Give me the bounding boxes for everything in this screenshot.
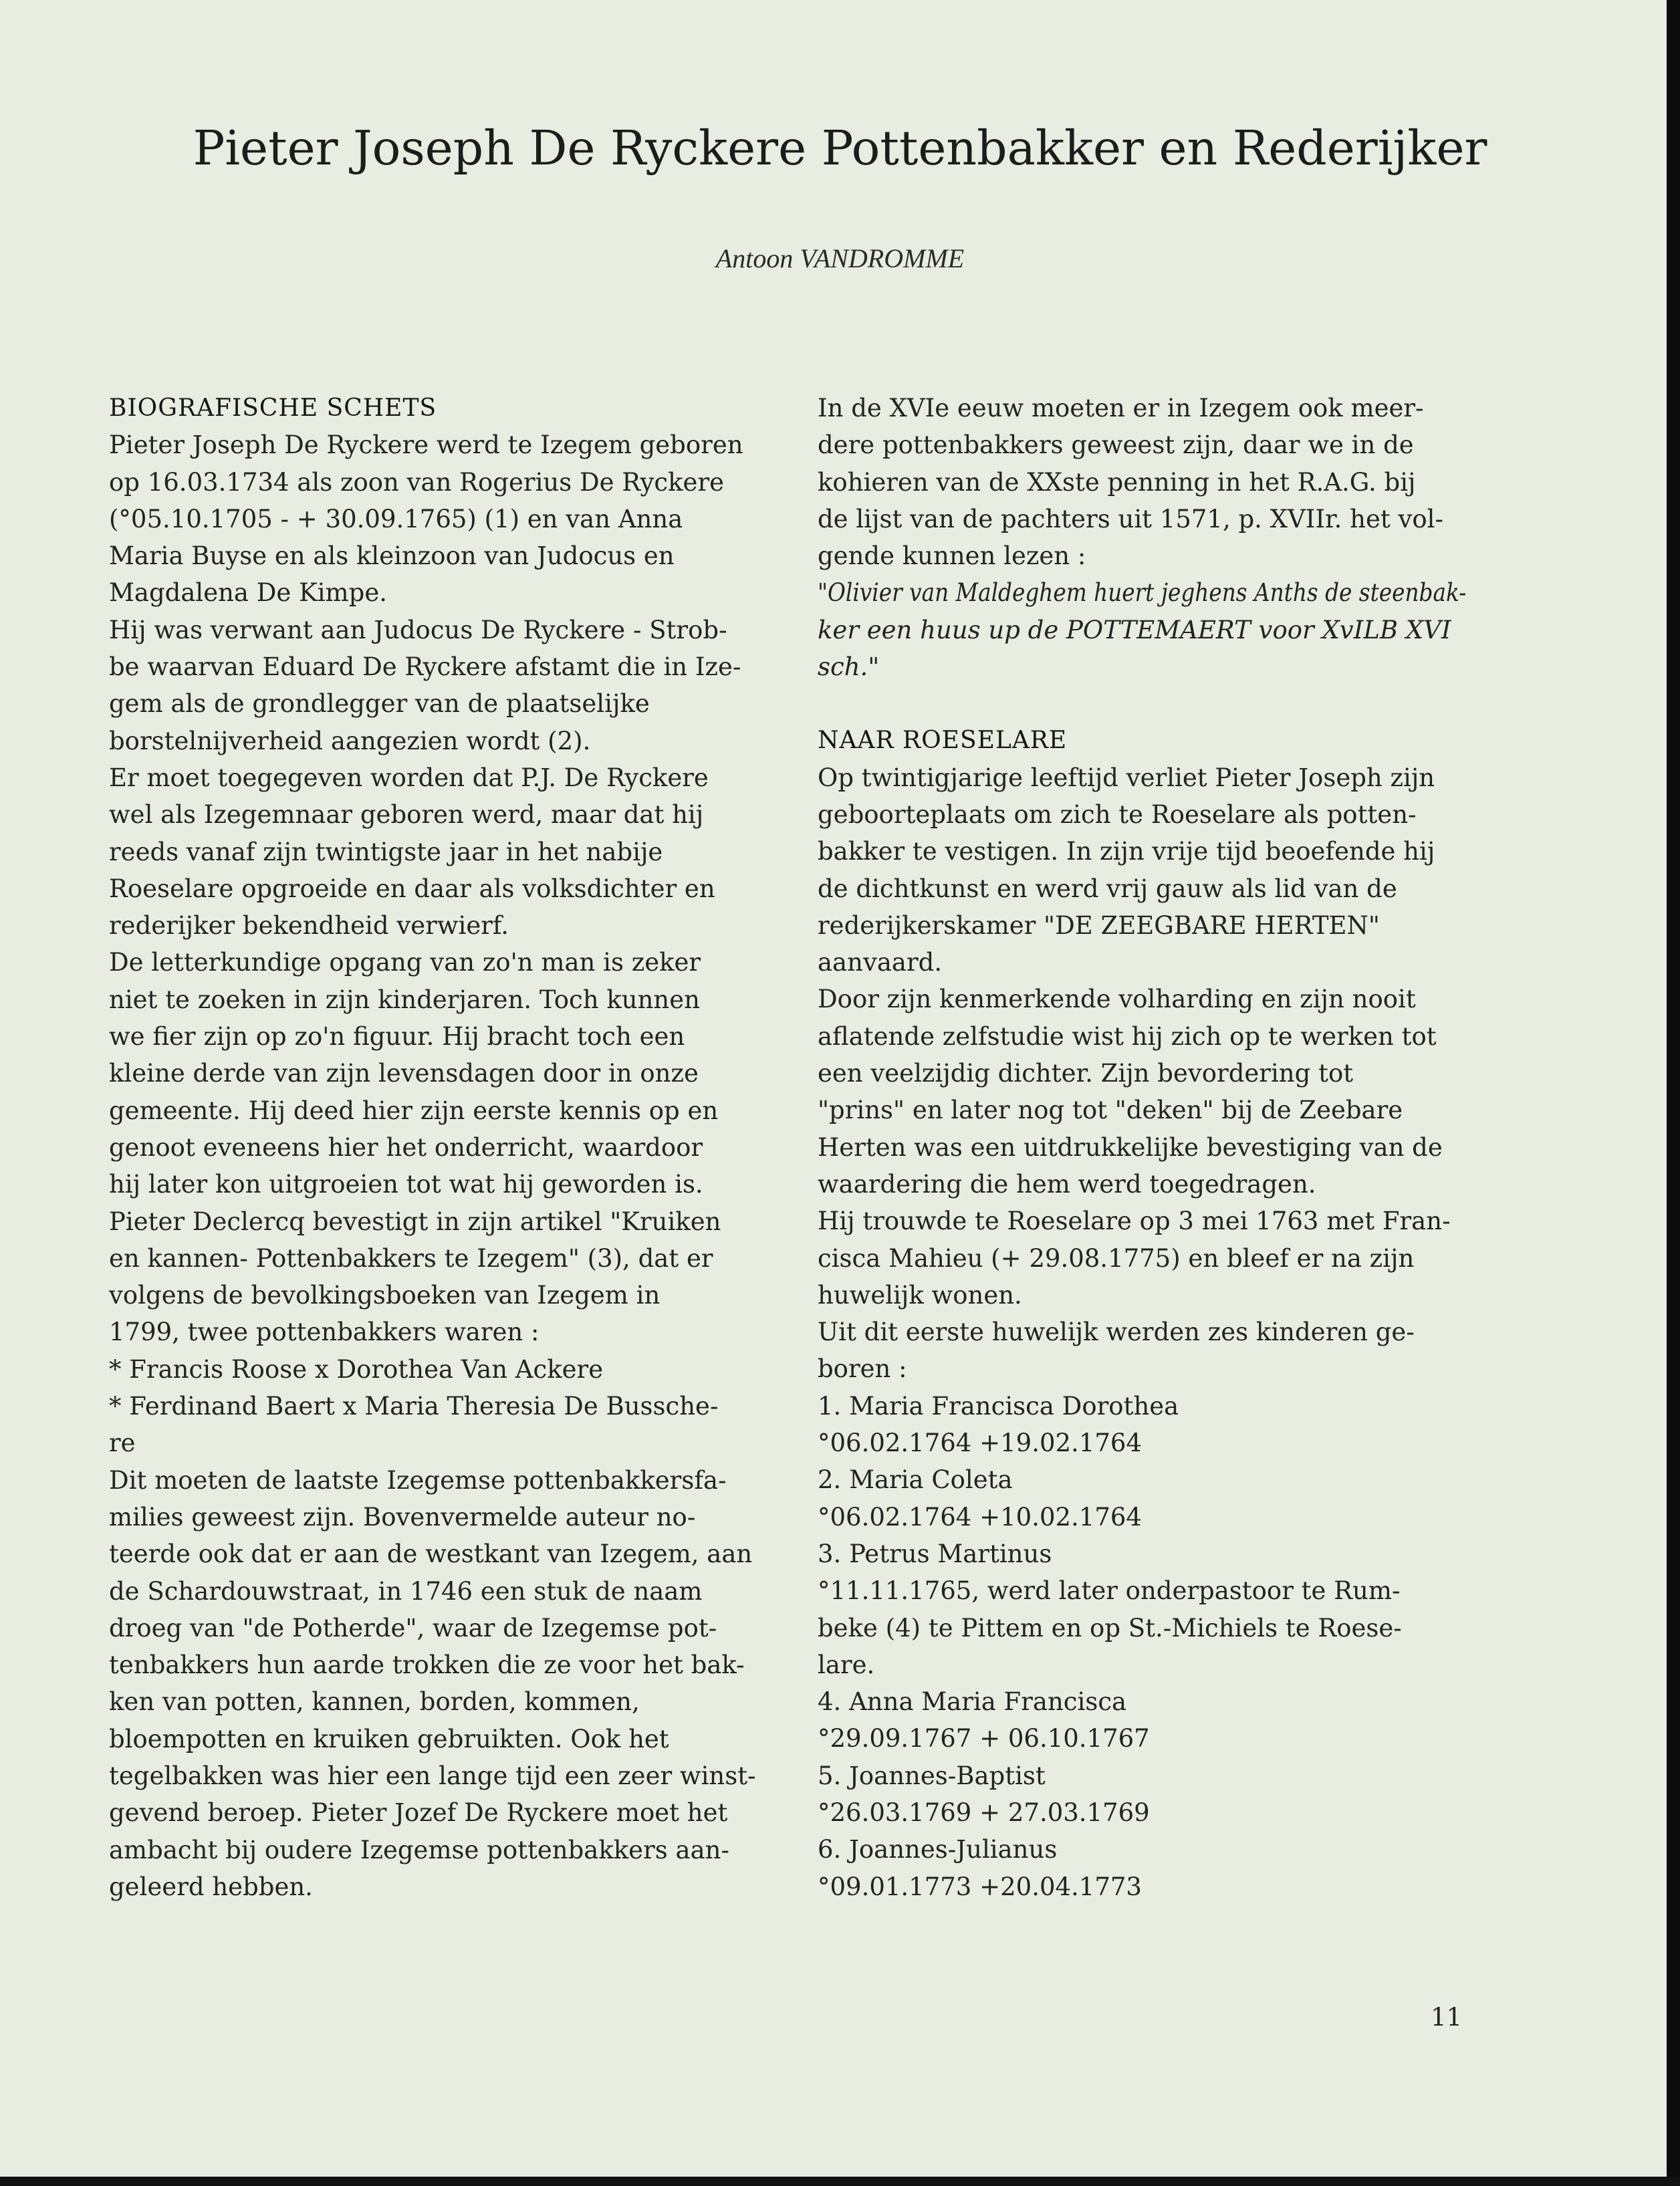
text-line: rederijker bekendheid verwierf.	[109, 911, 509, 941]
text-line: geleerd hebben.	[109, 1872, 313, 1901]
text-line: lare.	[818, 1650, 875, 1679]
text-line: In de XVIe eeuw moeten er in Izegem ook meer-	[818, 394, 1424, 422]
text-line: boren :	[818, 1354, 907, 1384]
text-line: De letterkundige opgang van zo'n man is zeker	[109, 948, 701, 977]
right-column-body	[818, 759, 1466, 1905]
text-line: °29.09.1767 + 06.10.1767	[818, 1724, 1150, 1753]
text-line: 5. Joannes-Baptist	[818, 1761, 1046, 1790]
text-line: Er moet toegegeven worden dat P.J. De Ryckere	[109, 763, 709, 792]
text-line: rederijkerskamer "DE ZEEGBARE HERTEN"	[818, 910, 1380, 940]
text-line: Door zijn kenmerkende volharding en zijn nooit	[818, 985, 1416, 1014]
text-line: de lijst van de pachters uit 1571, p. XVIIr. het vol-	[818, 504, 1443, 533]
text-line: °26.03.1769 + 27.03.1769	[818, 1798, 1150, 1827]
text-line: waardering die hem werd toegedragen.	[818, 1169, 1316, 1199]
text-line: geboorteplaats om zich te Roeselare als potten-	[818, 800, 1417, 829]
page-number: 11	[1431, 2003, 1463, 2032]
left-column	[109, 390, 757, 1905]
text-line: * Francis Roose x Dorothea Van Ackere	[109, 1354, 604, 1384]
text-line: gevend beroep. Pieter Jozef De Ryckere moet het	[109, 1798, 728, 1828]
text-line: 2. Maria Coleta	[818, 1465, 1013, 1495]
right-column-intro	[818, 390, 1466, 574]
text-line: volgens de bevolkingsboeken van Izegem in	[109, 1281, 661, 1310]
text-line: gende kunnen lezen :	[818, 541, 1086, 571]
text-line: Uit dit eerste huwelijk werden zes kinderen ge-	[818, 1318, 1415, 1347]
text-line: ken van potten, kannen, borden, kommen,	[109, 1687, 640, 1717]
text-line: aflatende zelfstudie wist hij zich op te werken tot	[818, 1021, 1437, 1051]
text-line: (°05.10.1705 - + 30.09.1765) (1) en van Anna	[109, 504, 683, 533]
text-line: 1799, twee pottenbakkers waren :	[109, 1318, 539, 1347]
text-line: beke (4) te Pittem en op St.-Michiels te Roese-	[818, 1613, 1402, 1643]
text-line: Roeselare opgroeide en daar als volksdichter en	[109, 874, 715, 903]
text-line: milies geweest zijn. Bovenvermelde auteur no-	[109, 1502, 696, 1532]
text-line: Herten was een uitdrukkelijke bevestiging van de	[818, 1132, 1443, 1162]
text-line: reeds vanaf zijn twintigste jaar in het nabije	[109, 837, 663, 866]
text-line: °06.02.1764 +10.02.1764	[818, 1502, 1142, 1532]
article-author: Antoon VANDROMME	[715, 243, 965, 273]
text-line: Pieter Joseph De Ryckere werd te Izegem geboren	[109, 431, 743, 460]
scan-edge-bottom	[0, 2177, 1680, 2186]
text-line: "prins" en later nog tot "deken" bij de Zeebare	[818, 1096, 1403, 1125]
text-line: genoot eveneens hier het onderricht, waardoor	[109, 1132, 703, 1162]
text-line: "Olivier van Maldeghem huert jeghens Anths de steenbak-	[818, 578, 1467, 608]
text-line: °11.11.1765, werd later onderpastoor te Rum-	[818, 1576, 1401, 1606]
text-line: * Ferdinand Baert x Maria Theresia De Bussche-	[109, 1392, 719, 1421]
text-line: kleine derde van zijn levensdagen door in onze	[109, 1059, 699, 1088]
text-line: Magdalena De Kimpe.	[109, 578, 387, 608]
text-line: cisca Mahieu (+ 29.08.1775) en bleef er na zijn	[818, 1243, 1415, 1273]
section-heading-naar-roeselare: NAAR ROESELARE	[818, 727, 1068, 755]
text-line: aanvaard.	[818, 948, 943, 977]
text-line: bloempotten en kruiken gebruikten. Ook het	[109, 1724, 669, 1753]
text-line: droeg van "de Potherde", waar de Izegemse pot-	[109, 1613, 717, 1643]
text-line: een veelzijdig dichter. Zijn bevordering tot	[818, 1059, 1354, 1088]
text-line: gemeente. Hij deed hier zijn eerste kennis op en	[109, 1096, 719, 1125]
text-line: kohieren van de XXste penning in het R.A.G. bij	[818, 467, 1416, 497]
text-line: hij later kon uitgroeien tot wat hij geworden is.	[109, 1170, 703, 1199]
section-gap	[818, 685, 1466, 722]
text-line: wel als Izegemnaar geboren werd, maar dat hij	[109, 800, 704, 830]
text-line: sch."	[818, 652, 880, 682]
text-line: Op twintigjarige leeftijd verliet Pieter Joseph zijn	[818, 763, 1435, 792]
text-line: 6. Joannes-Julianus	[818, 1835, 1058, 1864]
text-line: de Schardouwstraat, in 1746 een stuk de naam	[109, 1576, 703, 1606]
text-line: °06.02.1764 +19.02.1764	[818, 1429, 1142, 1458]
text-line: Dit moeten de laatste Izegemse pottenbakkersfa-	[109, 1465, 727, 1495]
text-line: we fier zijn op zo'n figuur. Hij bracht toch een	[109, 1022, 685, 1052]
text-line: tenbakkers hun aarde trokken die ze voor het bak-	[109, 1651, 745, 1680]
text-line: Maria Buyse en als kleinzoon van Judocus en	[109, 541, 675, 571]
text-line: huwelijk wonen.	[818, 1280, 1022, 1310]
text-line: teerde ook dat er aan de westkant van Izegem, aan	[109, 1540, 753, 1569]
left-column-body	[109, 427, 757, 1905]
text-line: °09.01.1773 +20.04.1773	[818, 1872, 1142, 1901]
archival-quote	[818, 574, 1466, 685]
article-title: Pieter Joseph De Ryckere Pottenbakker en Rederijker	[193, 120, 1487, 176]
text-line: en kannen- Pottenbakkers te Izegem" (3), dat er	[109, 1243, 713, 1273]
text-line: gem als de grondlegger van de plaatselijke	[109, 689, 650, 719]
text-line: 3. Petrus Martinus	[818, 1539, 1052, 1568]
text-line: dere pottenbakkers geweest zijn, daar we in de	[818, 431, 1414, 460]
text-line: 1. Maria Francisca Dorothea	[818, 1391, 1179, 1421]
text-line: Hij trouwde te Roeselare op 3 mei 1763 met Fran-	[818, 1207, 1451, 1236]
right-column	[818, 390, 1466, 1905]
text-line: Pieter Declercq bevestigt in zijn artikel "Kruiken	[109, 1207, 721, 1236]
text-line: Hij was verwant aan Judocus De Ryckere - Strob-	[109, 615, 727, 644]
text-line: ambacht bij oudere Izegemse pottenbakkers aan-	[109, 1835, 729, 1864]
text-line: 4. Anna Maria Francisca	[818, 1687, 1127, 1717]
text-line: niet te zoeken in zijn kinderjaren. Toch kunnen	[109, 985, 700, 1014]
text-line: borstelnijverheid aangezien wordt (2).	[109, 726, 591, 755]
text-line: de dichtkunst en werd vrij gauw als lid van de	[818, 874, 1397, 903]
text-line: ker een huus up de POTTEMAERT voor XvILB XVI	[818, 615, 1451, 644]
text-line: bakker te vestigen. In zijn vrije tijd beoefende hij	[818, 837, 1435, 866]
text-line: tegelbakken was hier een lange tijd een zeer winst-	[109, 1761, 756, 1790]
text-line: op 16.03.1734 als zoon van Rogerius De Ryckere	[109, 467, 725, 497]
scan-edge-right	[1667, 0, 1680, 2186]
text-line: re	[109, 1429, 136, 1458]
text-line: be waarvan Eduard De Ryckere afstamt die in Ize-	[109, 652, 741, 682]
section-heading-biografische-schets: BIOGRAFISCHE SCHETS	[109, 394, 437, 422]
